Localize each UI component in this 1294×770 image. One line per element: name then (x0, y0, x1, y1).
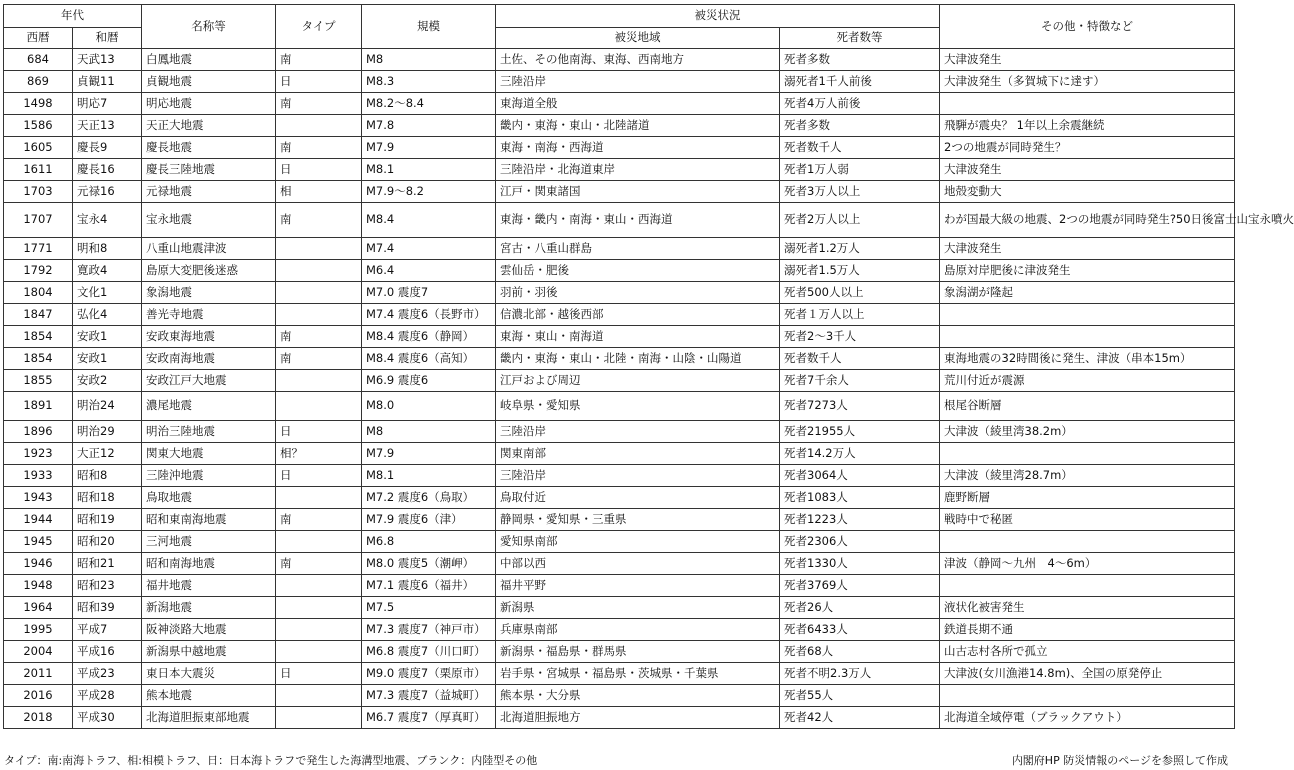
cell-notes: 大津波（綾里湾28.7m） (940, 465, 1235, 487)
header-scale: 規模 (362, 5, 496, 49)
cell-type (276, 370, 362, 392)
table-row (4, 181, 1235, 203)
cell-japanese: 慶長9 (73, 137, 142, 159)
cell-western: 1891 (4, 392, 73, 421)
cell-deaths: 死者2306人 (780, 531, 940, 553)
cell-japanese: 平成7 (73, 619, 142, 641)
table-row (4, 487, 1235, 509)
cell-japanese: 昭和21 (73, 553, 142, 575)
cell-japanese: 安政1 (73, 326, 142, 348)
cell-deaths: 死者500人以上 (780, 282, 940, 304)
cell-name: 安政南海地震 (142, 348, 276, 370)
cell-japanese: 昭和20 (73, 531, 142, 553)
table-row (4, 685, 1235, 707)
cell-notes: 地殻変動大 (940, 181, 1235, 203)
cell-deaths: 死者1330人 (780, 553, 940, 575)
table-row (4, 115, 1235, 137)
cell-notes (940, 443, 1235, 465)
cell-notes: 大津波発生（多賀城下に達す） (940, 71, 1235, 93)
cell-area: 岐阜県・愛知県 (496, 392, 780, 421)
cell-scale: M8.4 震度6（静岡） (362, 326, 496, 348)
cell-name: 三河地震 (142, 531, 276, 553)
cell-scale: M6.8 (362, 531, 496, 553)
table-row (4, 370, 1235, 392)
cell-scale: M8 (362, 421, 496, 443)
cell-deaths: 死者6433人 (780, 619, 940, 641)
cell-japanese: 昭和23 (73, 575, 142, 597)
cell-western: 1995 (4, 619, 73, 641)
cell-notes (940, 575, 1235, 597)
cell-area: 北海道胆振地方 (496, 707, 780, 729)
cell-area: 信濃北部・越後西部 (496, 304, 780, 326)
cell-area: 新潟県・福島県・群馬県 (496, 641, 780, 663)
cell-scale: M7.8 (362, 115, 496, 137)
cell-name: 北海道胆振東部地震 (142, 707, 276, 729)
table-row (4, 137, 1235, 159)
cell-western: 2004 (4, 641, 73, 663)
cell-deaths: 死者68人 (780, 641, 940, 663)
cell-deaths: 死者3064人 (780, 465, 940, 487)
table-row (4, 348, 1235, 370)
table-row (4, 93, 1235, 115)
cell-notes (940, 531, 1235, 553)
cell-type (276, 641, 362, 663)
table-row (4, 575, 1235, 597)
cell-japanese: 明治24 (73, 392, 142, 421)
cell-notes: 東海地震の32時間後に発生、津波（串本15m） (940, 348, 1235, 370)
cell-name: 八重山地震津波 (142, 238, 276, 260)
cell-type: 南 (276, 203, 362, 238)
cell-notes: 北海道全域停電（ブラックアウト） (940, 707, 1235, 729)
cell-name: 象潟地震 (142, 282, 276, 304)
header-era: 年代 (4, 5, 142, 28)
cell-japanese: 慶長16 (73, 159, 142, 181)
cell-deaths: 死者7千余人 (780, 370, 940, 392)
table-row (4, 707, 1235, 729)
cell-scale: M7.9 (362, 443, 496, 465)
cell-western: 1605 (4, 137, 73, 159)
cell-area: 三陸沿岸 (496, 71, 780, 93)
table-body (4, 49, 1294, 729)
table-row (4, 203, 1235, 238)
cell-name: 善光寺地震 (142, 304, 276, 326)
cell-type: 日 (276, 465, 362, 487)
cell-deaths: 死者7273人 (780, 392, 940, 421)
table-row (4, 531, 1235, 553)
cell-notes: 津波（静岡～九州 4～6m） (940, 553, 1235, 575)
cell-name: 福井地震 (142, 575, 276, 597)
cell-scale: M7.1 震度6（福井） (362, 575, 496, 597)
cell-area: 福井平野 (496, 575, 780, 597)
cell-western: 1933 (4, 465, 73, 487)
cell-name: 宝永地震 (142, 203, 276, 238)
table-row (4, 597, 1235, 619)
table-row (4, 304, 1235, 326)
cell-type (276, 531, 362, 553)
cell-japanese: 天武13 (73, 49, 142, 71)
cell-notes: 戦時中で秘匿 (940, 509, 1235, 531)
cell-deaths: 死者2～3千人 (780, 326, 940, 348)
cell-japanese: 平成23 (73, 663, 142, 685)
cell-deaths: 死者42人 (780, 707, 940, 729)
cell-japanese: 明治29 (73, 421, 142, 443)
cell-scale: M6.7 震度7（厚真町） (362, 707, 496, 729)
cell-scale: M7.4 震度6（長野市） (362, 304, 496, 326)
cell-area: 三陸沿岸 (496, 465, 780, 487)
cell-japanese: 宝永4 (73, 203, 142, 238)
cell-japanese: 昭和19 (73, 509, 142, 531)
header-damage: 被災状況 (496, 5, 940, 28)
table-row (4, 421, 1235, 443)
cell-name: 安政東海地震 (142, 326, 276, 348)
table-row (4, 443, 1235, 465)
table-header (4, 5, 1235, 49)
cell-area: 雲仙岳・肥後 (496, 260, 780, 282)
cell-name: 濃尾地震 (142, 392, 276, 421)
cell-type (276, 260, 362, 282)
cell-scale: M8.1 (362, 159, 496, 181)
table-row (4, 663, 1235, 685)
cell-western: 1771 (4, 238, 73, 260)
cell-deaths: 溺死者1千人前後 (780, 71, 940, 93)
cell-notes: 根尾谷断層 (940, 392, 1235, 421)
cell-western: 1854 (4, 326, 73, 348)
cell-area: 三陸沿岸・北海道東岸 (496, 159, 780, 181)
cell-western: 1946 (4, 553, 73, 575)
cell-scale: M7.3 震度7（益城町） (362, 685, 496, 707)
cell-notes (940, 685, 1235, 707)
cell-scale: M6.9 震度6 (362, 370, 496, 392)
table-row (4, 465, 1235, 487)
cell-japanese: 大正12 (73, 443, 142, 465)
header-deaths: 死者数等 (780, 28, 940, 49)
cell-western: 1586 (4, 115, 73, 137)
cell-western: 1943 (4, 487, 73, 509)
cell-name: 明応地震 (142, 93, 276, 115)
cell-scale: M7.3 震度7（神戸市） (362, 619, 496, 641)
cell-scale: M7.5 (362, 597, 496, 619)
cell-notes: 島原対岸肥後に津波発生 (940, 260, 1235, 282)
cell-type: 南 (276, 93, 362, 115)
cell-name: 鳥取地震 (142, 487, 276, 509)
cell-name: 明治三陸地震 (142, 421, 276, 443)
cell-name: 島原大変肥後迷惑 (142, 260, 276, 282)
cell-type: 日 (276, 421, 362, 443)
cell-western: 1944 (4, 509, 73, 531)
cell-japanese: 明和8 (73, 238, 142, 260)
table-row (4, 326, 1235, 348)
cell-western: 1498 (4, 93, 73, 115)
cell-notes (940, 304, 1235, 326)
cell-scale: M6.4 (362, 260, 496, 282)
cell-western: 1948 (4, 575, 73, 597)
cell-notes: 大津波（綾里湾38.2m） (940, 421, 1235, 443)
source-note: 内閣府HP 防災情報のページを参照して作成 (1011, 754, 1228, 767)
cell-area: 畿内・東海・東山・北陸・南海・山陰・山陽道 (496, 348, 780, 370)
cell-name: 三陸沖地震 (142, 465, 276, 487)
cell-japanese: 文化1 (73, 282, 142, 304)
cell-deaths: 死者1223人 (780, 509, 940, 531)
cell-western: 1847 (4, 304, 73, 326)
cell-western: 1964 (4, 597, 73, 619)
cell-name: 天正大地震 (142, 115, 276, 137)
header-notes: その他・特徴など (940, 5, 1235, 49)
cell-deaths: 死者3万人以上 (780, 181, 940, 203)
cell-notes (940, 326, 1235, 348)
cell-area: 関東南部 (496, 443, 780, 465)
cell-deaths: 死者21955人 (780, 421, 940, 443)
cell-deaths: 溺死者1.2万人 (780, 238, 940, 260)
cell-name: 阪神淡路大地震 (142, 619, 276, 641)
cell-scale: M8.2～8.4 (362, 93, 496, 115)
cell-area: 新潟県 (496, 597, 780, 619)
cell-japanese: 弘化4 (73, 304, 142, 326)
cell-name: 元禄地震 (142, 181, 276, 203)
cell-deaths: 死者不明2.3万人 (780, 663, 940, 685)
cell-deaths: 死者数千人 (780, 348, 940, 370)
cell-scale: M7.9～8.2 (362, 181, 496, 203)
cell-western: 1945 (4, 531, 73, 553)
cell-type (276, 282, 362, 304)
cell-notes: 液状化被害発生 (940, 597, 1235, 619)
cell-name: 慶長地震 (142, 137, 276, 159)
cell-notes: 2つの地震が同時発生？ (940, 137, 1235, 159)
cell-area: 鳥取付近 (496, 487, 780, 509)
cell-type (276, 115, 362, 137)
cell-notes: 鹿野断層 (940, 487, 1235, 509)
cell-deaths: 死者１万人以上 (780, 304, 940, 326)
cell-japanese: 元禄16 (73, 181, 142, 203)
cell-type (276, 487, 362, 509)
cell-scale: M8.4 (362, 203, 496, 238)
cell-japanese: 昭和39 (73, 597, 142, 619)
cell-area: 江戸および周辺 (496, 370, 780, 392)
cell-area: 熊本県・大分県 (496, 685, 780, 707)
cell-western: 869 (4, 71, 73, 93)
table-row (4, 509, 1235, 531)
cell-western: 1707 (4, 203, 73, 238)
cell-area: 三陸沿岸 (496, 421, 780, 443)
cell-area: 羽前・羽後 (496, 282, 780, 304)
cell-type (276, 619, 362, 641)
cell-western: 2016 (4, 685, 73, 707)
cell-type: 南 (276, 137, 362, 159)
cell-notes: 飛騨が震央？ 1年以上余震継続 (940, 115, 1235, 137)
cell-area: 東海・南海・西海道 (496, 137, 780, 159)
cell-japanese: 平成16 (73, 641, 142, 663)
cell-notes (940, 93, 1235, 115)
cell-notes: 大津波(女川漁港14.8m)、全国の原発停止 (940, 663, 1235, 685)
cell-type: 南 (276, 326, 362, 348)
cell-deaths: 死者2万人以上 (780, 203, 940, 238)
cell-scale: M8.0 震度5（潮岬） (362, 553, 496, 575)
cell-notes: 象潟湖が隆起 (940, 282, 1235, 304)
cell-notes: 大津波発生 (940, 159, 1235, 181)
cell-scale: M6.8 震度7（川口町） (362, 641, 496, 663)
cell-scale: M8.0 (362, 392, 496, 421)
cell-area: 東海道全般 (496, 93, 780, 115)
cell-japanese: 安政2 (73, 370, 142, 392)
cell-name: 関東大地震 (142, 443, 276, 465)
cell-japanese: 平成28 (73, 685, 142, 707)
cell-western: 1611 (4, 159, 73, 181)
cell-type (276, 707, 362, 729)
table-row (4, 619, 1235, 641)
cell-type (276, 392, 362, 421)
cell-deaths: 死者26人 (780, 597, 940, 619)
cell-western: 1703 (4, 181, 73, 203)
cell-type (276, 304, 362, 326)
cell-type: 相？ (276, 443, 362, 465)
cell-notes: 山古志村各所で孤立 (940, 641, 1235, 663)
cell-scale: M8.3 (362, 71, 496, 93)
cell-deaths: 死者14.2万人 (780, 443, 940, 465)
cell-japanese: 明応7 (73, 93, 142, 115)
cell-western: 1804 (4, 282, 73, 304)
cell-type: 南 (276, 49, 362, 71)
table-row (4, 553, 1235, 575)
type-legend: タイプ：南:南海トラフ、相:相模トラフ、日：日本海トラフで発生した海溝型地震、ブランク：内陸型その他 (4, 754, 538, 767)
header-japanese: 和暦 (73, 28, 142, 49)
cell-deaths: 死者1083人 (780, 487, 940, 509)
cell-type: 日 (276, 71, 362, 93)
cell-type: 南 (276, 509, 362, 531)
cell-area: 宮古・八重山群島 (496, 238, 780, 260)
header-area: 被災地域 (496, 28, 780, 49)
cell-deaths: 死者多数 (780, 115, 940, 137)
cell-deaths: 死者多数 (780, 49, 940, 71)
cell-japanese: 昭和18 (73, 487, 142, 509)
cell-area: 土佐、その他南海、東海、西南地方 (496, 49, 780, 71)
cell-name: 昭和南海地震 (142, 553, 276, 575)
table-row (4, 49, 1235, 71)
cell-name: 慶長三陸地震 (142, 159, 276, 181)
cell-type (276, 597, 362, 619)
cell-scale: M8.1 (362, 465, 496, 487)
cell-type: 相 (276, 181, 362, 203)
header-name: 名称等 (142, 5, 276, 49)
cell-type: 日 (276, 159, 362, 181)
cell-name: 昭和東南海地震 (142, 509, 276, 531)
cell-area: 岩手県・宮城県・福島県・茨城県・千葉県 (496, 663, 780, 685)
header-western: 西暦 (4, 28, 73, 49)
cell-japanese: 貞観11 (73, 71, 142, 93)
cell-scale: M9.0 震度7（栗原市） (362, 663, 496, 685)
cell-name: 安政江戸大地震 (142, 370, 276, 392)
table-row (4, 282, 1235, 304)
cell-area: 江戸・関東諸国 (496, 181, 780, 203)
cell-notes: 大津波発生 (940, 238, 1235, 260)
cell-scale: M7.0 震度7 (362, 282, 496, 304)
cell-scale: M8.4 震度6（高知） (362, 348, 496, 370)
cell-scale: M8 (362, 49, 496, 71)
cell-type: 日 (276, 663, 362, 685)
earthquake-table (3, 4, 1294, 729)
cell-western: 1792 (4, 260, 73, 282)
cell-western: 1855 (4, 370, 73, 392)
cell-deaths: 死者55人 (780, 685, 940, 707)
cell-type (276, 685, 362, 707)
cell-deaths: 死者3769人 (780, 575, 940, 597)
cell-scale: M7.2 震度6（鳥取） (362, 487, 496, 509)
cell-western: 1896 (4, 421, 73, 443)
cell-deaths: 死者4万人前後 (780, 93, 940, 115)
cell-area: 愛知県南部 (496, 531, 780, 553)
cell-japanese: 寛政4 (73, 260, 142, 282)
cell-japanese: 天正13 (73, 115, 142, 137)
cell-japanese: 安政1 (73, 348, 142, 370)
table-row (4, 159, 1235, 181)
cell-notes: わが国最大級の地震、2つの地震が同時発生?50日後富士山宝永噴火 (940, 203, 1235, 238)
cell-scale: M7.4 (362, 238, 496, 260)
cell-type (276, 238, 362, 260)
cell-deaths: 死者1万人弱 (780, 159, 940, 181)
table-row (4, 392, 1235, 421)
cell-japanese: 平成30 (73, 707, 142, 729)
cell-western: 2018 (4, 707, 73, 729)
table-row (4, 238, 1235, 260)
table-row (4, 71, 1235, 93)
cell-area: 東海・東山・南海道 (496, 326, 780, 348)
cell-western: 1854 (4, 348, 73, 370)
cell-scale: M7.9 震度6（津） (362, 509, 496, 531)
cell-notes: 荒川付近が震源 (940, 370, 1235, 392)
cell-scale: M7.9 (362, 137, 496, 159)
table-row (4, 641, 1235, 663)
cell-notes: 鉄道長期不通 (940, 619, 1235, 641)
cell-name: 新潟地震 (142, 597, 276, 619)
cell-type (276, 575, 362, 597)
cell-area: 兵庫県南部 (496, 619, 780, 641)
header-type: タイプ (276, 5, 362, 49)
cell-area: 東海・畿内・南海・東山・西海道 (496, 203, 780, 238)
cell-western: 1923 (4, 443, 73, 465)
cell-western: 684 (4, 49, 73, 71)
cell-area: 中部以西 (496, 553, 780, 575)
cell-type: 南 (276, 553, 362, 575)
cell-name: 熊本地震 (142, 685, 276, 707)
cell-western: 2011 (4, 663, 73, 685)
cell-deaths: 死者数千人 (780, 137, 940, 159)
cell-name: 白鳳地震 (142, 49, 276, 71)
cell-name: 新潟県中越地震 (142, 641, 276, 663)
cell-name: 貞観地震 (142, 71, 276, 93)
cell-deaths: 溺死者1.5万人 (780, 260, 940, 282)
table-row (4, 260, 1235, 282)
cell-type: 南 (276, 348, 362, 370)
cell-area: 畿内・東海・東山・北陸諸道 (496, 115, 780, 137)
cell-japanese: 昭和8 (73, 465, 142, 487)
cell-notes: 大津波発生 (940, 49, 1235, 71)
cell-name: 東日本大震災 (142, 663, 276, 685)
cell-area: 静岡県・愛知県・三重県 (496, 509, 780, 531)
